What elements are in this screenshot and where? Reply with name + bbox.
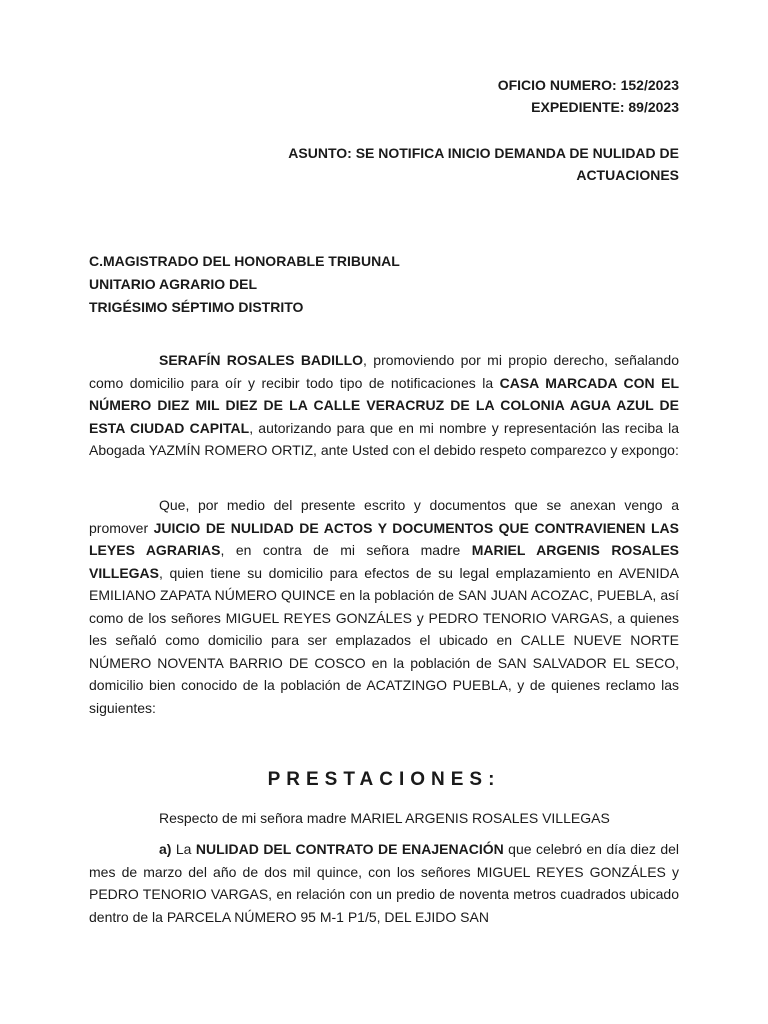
juicio-title: JUICIO DE NULIDAD DE ACTOS Y DOCUMENTOS QUE CONTRAVIENEN LAS LEYES AGRARIAS bbox=[89, 519, 679, 558]
expediente-number: EXPEDIENTE: 89/2023 bbox=[531, 99, 679, 115]
prestaciones-heading: PRESTACIONES: bbox=[267, 769, 501, 790]
addressee-line-2: UNITARIO AGRARIO DEL bbox=[89, 276, 257, 292]
addressee-line-1: C.MAGISTRADO DEL HONORABLE TRIBUNAL bbox=[89, 253, 400, 269]
p2-text-2: , en contra de mi señora madre bbox=[220, 542, 472, 558]
p1-text-2: , autorizando para que en mi nombre y representación las reciba la Abogada YAZMÍN ROMERO ORTIZ, ante Usted con el debido respeto comparezco y expongo: bbox=[89, 419, 680, 458]
reference-block bbox=[89, 74, 679, 118]
domicilio-address: CASA MARCADA CON EL NÚMERO DIEZ MIL DIEZ DE LA CALLE VERACRUZ DE LA COLONIA AGUA AZUL DE ESTA CIUDAD CAPITAL bbox=[89, 374, 679, 436]
prestaciones-intro: Respecto de mi señora madre MARIEL ARGENIS ROSALES VILLEGAS bbox=[159, 810, 610, 826]
p2-text-1: Que, por medio del presente escrito y documentos que se anexan vengo a promover bbox=[89, 497, 679, 536]
oficio-number: OFICIO NUMERO: 152/2023 bbox=[497, 77, 679, 93]
subject-line-1: ASUNTO: SE NOTIFICA INICIO DEMANDA DE NULIDAD DE bbox=[288, 145, 679, 161]
prestacion-a bbox=[89, 838, 679, 928]
promovente-name: SERAFÍN ROSALES BADILLO bbox=[159, 352, 364, 368]
item-a-text-1: La bbox=[171, 841, 196, 857]
subject-line-2: ACTUACIONES bbox=[576, 167, 679, 183]
demandada-name: MARIEL ARGENIS ROSALES VILLEGAS bbox=[89, 542, 679, 581]
paragraph-introduction bbox=[89, 349, 679, 462]
item-a-bold: NULIDAD DEL CONTRATO DE ENAJENACIÓN bbox=[195, 841, 504, 857]
item-a-text-2: que celebró en día diez del mes de marzo del año de dos mil quince, con los señores MIGUEL REYES GONZÁLES y PEDRO TENORIO VARGAS, en relación con un predio de noventa metros cuadrados ubicado dentro de la PARCELA NÚMERO 95 M-1 P1/5, DEL EJIDO SAN bbox=[89, 841, 680, 925]
document-page bbox=[89, 0, 679, 1024]
p1-text-1: , promoviendo por mi propio derecho, señalando como domicilio para oír y recibir todo tipo de notificaciones la bbox=[89, 352, 679, 391]
paragraph-demand bbox=[89, 494, 679, 719]
addressee-block bbox=[89, 250, 679, 319]
addressee-line-3: TRIGÉSIMO SÉPTIMO DISTRITO bbox=[89, 299, 304, 315]
subject-block bbox=[89, 142, 679, 186]
item-a-label: a) bbox=[159, 841, 172, 857]
p2-text-3: , quien tiene su domicilio para efectos de su legal emplazamiento en AVENIDA EMILIANO ZAPATA NÚMERO QUINCE en la población de SAN JUAN ACOZAC, PUEBLA, así como de los señores MIGUEL REYES GONZÁLES y PEDRO TENORIO VARGAS, a quienes les señaló como domicilio para ser emplazados el ubicado en CALLE NUEVE NORTE NÚMERO NOVENTA BARRIO DE COSCO en la población de SAN SALVADOR EL SECO, domicilio bien conocido de la población de ACATZINGO PUEBLA, y de quienes reclamo las siguientes: bbox=[89, 564, 679, 716]
